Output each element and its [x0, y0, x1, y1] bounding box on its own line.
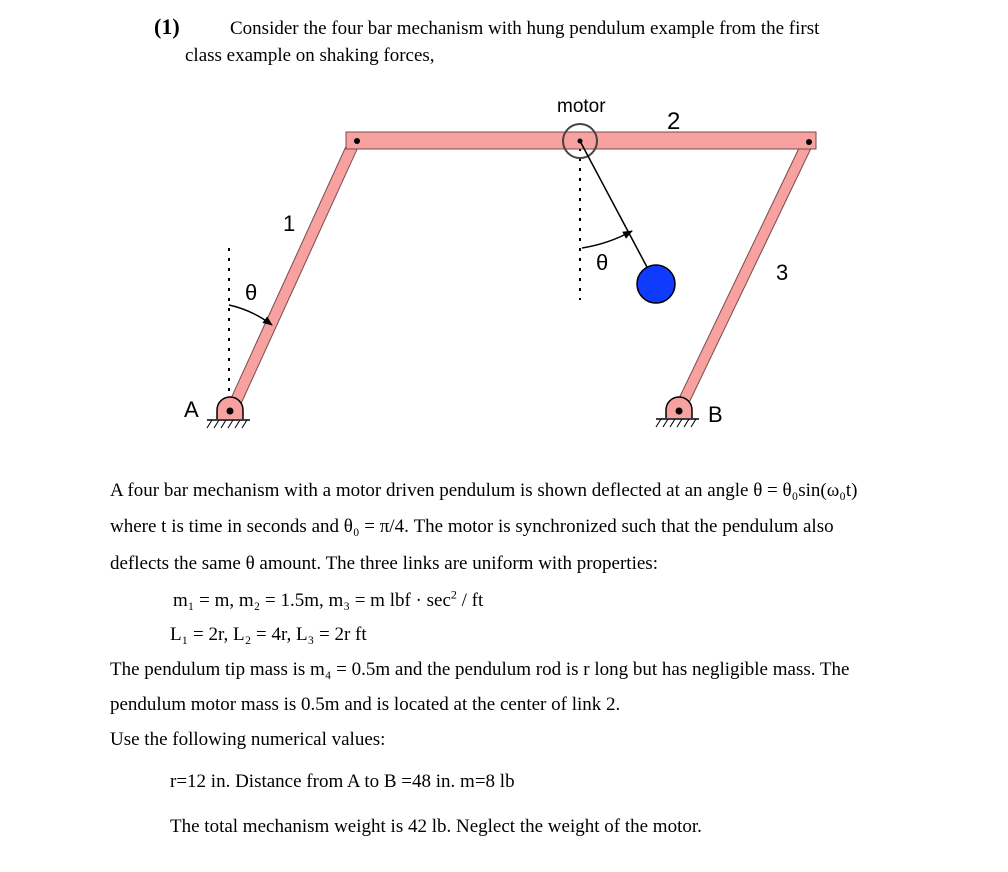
total-weight-statement: The total mechanism weight is 42 lb. Neglect the weight of the motor.	[170, 816, 702, 837]
masses-superscript: 2	[450, 587, 457, 602]
link-3	[674, 140, 813, 414]
paragraph-1-line-1: A four bar mechanism with a motor driven pendulum is shown deflected at an angle θ = θ₀sin(ω₀t)	[110, 480, 858, 501]
label-link-1: 1	[283, 211, 296, 236]
paragraph-3: Use the following numerical values:	[110, 729, 386, 750]
label-motor: motor	[557, 96, 606, 117]
paragraph-1-line-2: where t is time in seconds and θ₀ = π/4. The motor is synchronized such that the pendulum also	[110, 516, 834, 537]
numerical-values: r=12 in. Distance from A to B =48 in. m=8 lb	[170, 771, 515, 792]
label-a: A	[184, 397, 199, 422]
problem-number: (1)	[154, 14, 180, 39]
ground-support-a	[207, 397, 250, 428]
paragraph-1-line-3: deflects the same θ amount. The three links are uniform with properties:	[110, 553, 658, 574]
pendulum-rod	[580, 141, 656, 284]
joint-left-top	[354, 138, 360, 144]
problem-intro-line-2: class example on shaking forces,	[185, 45, 435, 66]
ground-support-b	[656, 397, 699, 427]
paragraph-2-line-1: The pendulum tip mass is m₄ = 0.5m and the pendulum rod is r long but has negligible mass. The	[110, 659, 850, 680]
label-theta-link1: θ	[245, 280, 258, 305]
label-theta-pendulum: θ	[596, 250, 609, 275]
problem-intro-line-1: Consider the four bar mechanism with hung pendulum example from the first	[230, 18, 820, 39]
label-link-3: 3	[776, 260, 789, 285]
theta-arc-pendulum	[582, 231, 632, 248]
masses-main: m₁ = m, m₂ = 1.5m, m₃ = m lbf · sec	[173, 590, 451, 611]
link-1	[226, 136, 361, 415]
label-link-2: 2	[667, 108, 681, 135]
masses-tail: / ft	[456, 590, 484, 611]
paragraph-2-line-2: pendulum motor mass is 0.5m and is located at the center of link 2.	[110, 694, 621, 715]
masses-equation	[173, 587, 484, 612]
joint-right-top	[806, 139, 812, 145]
lengths-equation: L₁ = 2r, L₂ = 4r, L₃ = 2r ft	[170, 624, 367, 645]
label-b: B	[708, 402, 723, 427]
pendulum-mass	[637, 265, 675, 303]
